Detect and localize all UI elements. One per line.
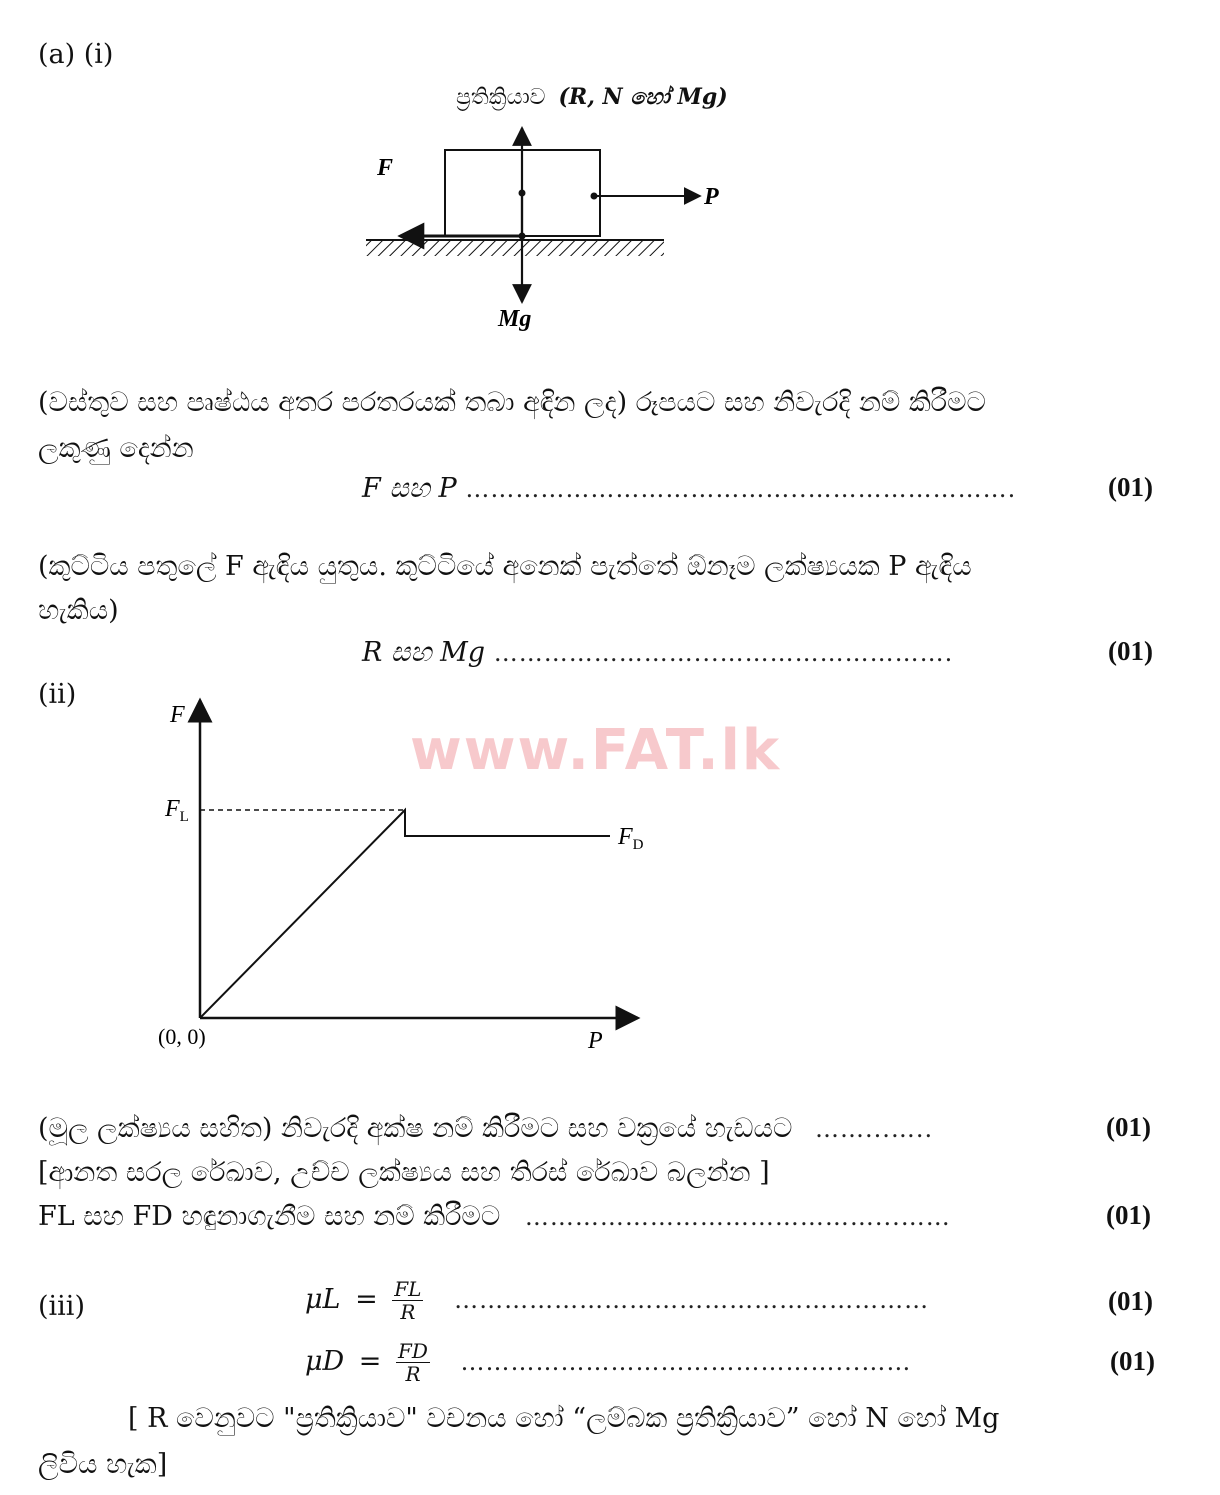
item5-dots: ……………………………………...…… xyxy=(524,1203,951,1231)
eq1-fraction xyxy=(392,1278,423,1323)
watermark: www.FAT.lk xyxy=(410,718,782,783)
free-body-diagram xyxy=(350,80,770,350)
friction-graph xyxy=(150,690,670,1070)
reaction-label: ප්‍රතික්‍රියාව xyxy=(456,85,546,110)
item3-line1 xyxy=(38,1112,933,1146)
item2-dots: ……………………...………………………. xyxy=(493,639,954,667)
push-label: P xyxy=(704,184,719,210)
ground-hatch xyxy=(366,240,664,256)
eq2-dots: ………………………………………...…… xyxy=(460,1348,912,1376)
eq1-dots: ………………………………………………… xyxy=(454,1286,930,1314)
item1-line2: ලකුණු දෙන්න xyxy=(38,433,194,464)
eq2-denominator: R xyxy=(405,1362,421,1386)
item1-marks: (01) xyxy=(1108,472,1153,502)
note-line2: ලිවිය හැක] xyxy=(38,1449,168,1480)
fl-label: $F_L$ xyxy=(165,796,189,825)
part-ii-label: (ii) xyxy=(38,679,77,710)
eq2-fraction xyxy=(396,1340,430,1385)
eq2-lhs: μD xyxy=(305,1346,345,1377)
item2-line1: (කුට්ටිය පතුලේ F ඇඳිය යුතුය. කුට්ටියේ අනෙක් පැත්තේ ඕනෑම ලක්ෂ්‍යයක P ඇඳිය xyxy=(38,551,972,582)
eq1-lhs: μL xyxy=(305,1284,341,1315)
item1-answer xyxy=(362,472,1016,506)
eq1-denominator: R xyxy=(400,1300,416,1324)
x-axis-label: P xyxy=(588,1028,603,1054)
origin-label: (0, 0) xyxy=(158,1024,206,1049)
item2-line2: හැකිය) xyxy=(38,595,119,626)
item2-answer xyxy=(362,636,953,670)
equation-mu-d: μD = $\frac{FD}{R}$ ………………………………………...…… xyxy=(305,1339,912,1386)
equation-mu-l: μL = $\frac{FL}{R}$ ………………………………………………… xyxy=(305,1277,930,1324)
eq2-marks: (01) xyxy=(1110,1346,1155,1376)
item3-text: (මූල ලක්ෂ්‍යය සහිත) නිවැරදි අක්ෂ නම් කිරීමට සහ වක්‍රයේ හැඩයට xyxy=(38,1113,793,1144)
item1-line1: (වස්තුව සහ පෘෂ්ඨය අතර පරතරයක් තබා අඳින ලද) රූපයට සහ නිවැරදි නම් කිරීමට xyxy=(38,387,986,418)
item3-marks: (01) xyxy=(1106,1112,1151,1142)
item5-line1 xyxy=(38,1200,951,1234)
note-line1: [ R වෙනුවට "ප්‍රතික්‍රියාව" වචනය හෝ “ලම්බක ප්‍රතික්‍රියාව” හෝ N හෝ Mg xyxy=(128,1403,1000,1434)
reaction-caption xyxy=(456,84,728,110)
item2-marks: (01) xyxy=(1108,636,1153,666)
eq1-numerator: FL xyxy=(394,1277,422,1301)
y-axis-label: F xyxy=(170,702,185,728)
item1-dots: …………………………………..……………………. xyxy=(465,475,1017,503)
reaction-symbols: (R, N හෝ Mg) xyxy=(558,84,728,110)
item1-answer-prefix: F සහ P xyxy=(362,473,457,504)
eq2-numerator: FD xyxy=(398,1339,428,1363)
item2-answer-prefix: R සහ Mg xyxy=(362,637,486,668)
centre-dot xyxy=(519,190,526,197)
item3-dots: ……...….. xyxy=(814,1115,934,1143)
fd-label: $F_D$ xyxy=(618,824,644,853)
eq1-marks: (01) xyxy=(1108,1286,1153,1316)
item5-marks: (01) xyxy=(1106,1200,1151,1230)
item4-line1: [ආනත සරල රේඛාව, උච්ච ලක්ෂ්‍යය සහ තිරස් රේඛාව බලන්න ] xyxy=(38,1157,770,1188)
weight-label: Mg xyxy=(498,306,532,332)
item5-text: FL සහ FD හඳුනාගැනීම සහ නම් කිරීමට xyxy=(38,1201,501,1232)
part-iii-label: (iii) xyxy=(38,1291,85,1322)
friction-label: F xyxy=(377,155,394,181)
friction-curve xyxy=(200,810,610,1018)
part-label: (a) (i) xyxy=(38,39,114,70)
